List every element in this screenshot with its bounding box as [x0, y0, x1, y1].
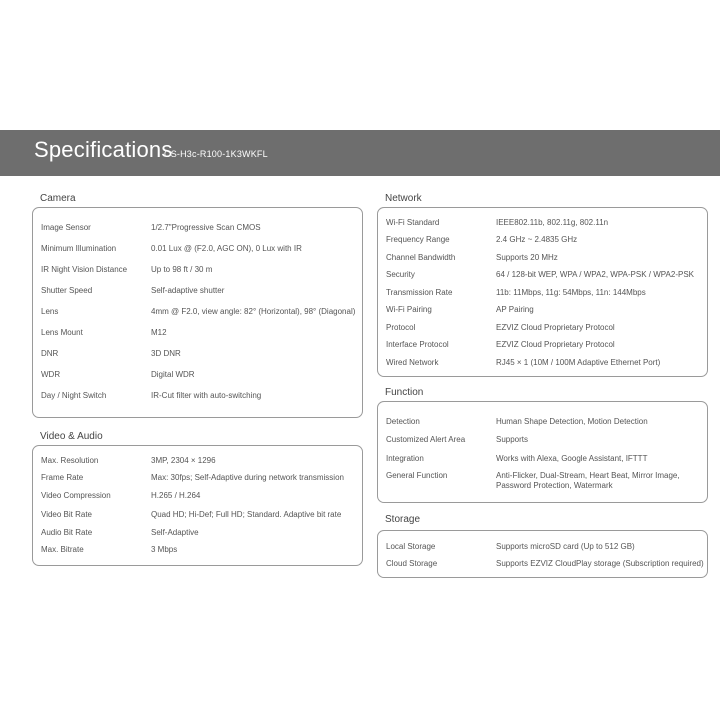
spec-value: Works with Alexa, Google Assistant, IFTTT	[496, 454, 648, 463]
spec-value: 11b: 11Mbps, 11g: 54Mbps, 11n: 144Mbps	[496, 288, 646, 297]
spec-label: Video Bit Rate	[41, 510, 92, 519]
video-audio-section-title: Video & Audio	[40, 431, 103, 442]
spec-value: 3 Mbps	[151, 545, 178, 554]
spec-value: 4mm @ F2.0, view angle: 82° (Horizontal), 98° (Diagonal)	[151, 307, 356, 316]
spec-label: Shutter Speed	[41, 286, 93, 295]
camera-section-title: Camera	[40, 193, 76, 204]
spec-value: IEEE802.11b, 802.11g, 802.11n	[496, 218, 609, 227]
spec-label: Lens	[41, 307, 59, 316]
spec-label: Max. Resolution	[41, 456, 99, 465]
spec-value: Digital WDR	[151, 370, 195, 379]
spec-label: Integration	[386, 454, 424, 463]
spec-label: Image Sensor	[41, 223, 91, 232]
spec-label: Cloud Storage	[386, 559, 438, 568]
spec-value: Human Shape Detection, Motion Detection	[496, 417, 648, 426]
spec-label: Max. Bitrate	[41, 545, 84, 554]
spec-label: Frequency Range	[386, 235, 450, 244]
storage-section-title: Storage	[385, 514, 421, 525]
spec-label: Wired Network	[386, 358, 439, 367]
spec-label: Customized Alert Area	[386, 435, 466, 444]
spec-label: Protocol	[386, 323, 416, 332]
spec-label: Wi-Fi Pairing	[386, 305, 432, 314]
spec-label: Interface Protocol	[386, 340, 449, 349]
spec-value: RJ45 × 1 (10M / 100M Adaptive Ethernet Port)	[496, 358, 661, 367]
spec-label: Lens Mount	[41, 328, 83, 337]
spec-label: Local Storage	[386, 542, 436, 551]
spec-value: Up to 98 ft / 30 m	[151, 265, 213, 274]
model-number: CS-H3c-R100-1K3WKFL	[164, 149, 268, 159]
spec-value: 3D DNR	[151, 349, 181, 358]
spec-label: Channel Bandwidth	[386, 253, 456, 262]
spec-value: Max: 30fps; Self-Adaptive during network transmission	[151, 473, 344, 482]
network-spec-box	[377, 207, 708, 377]
spec-label: DNR	[41, 349, 59, 358]
spec-label: WDR	[41, 370, 61, 379]
spec-label: Detection	[386, 417, 420, 426]
function-spec-box	[377, 401, 708, 503]
spec-value: Quad HD; Hi-Def; Full HD; Standard. Adaptive bit rate	[151, 510, 342, 519]
spec-label: General Function	[386, 471, 448, 480]
spec-value: H.265 / H.264	[151, 491, 201, 500]
spec-value: IR-Cut filter with auto-switching	[151, 391, 262, 400]
function-section-title: Function	[385, 387, 424, 398]
spec-value: Self-adaptive shutter	[151, 286, 225, 295]
spec-value: Supports 20 MHz	[496, 253, 558, 262]
spec-label: Minimum Illumination	[41, 244, 117, 253]
page-title: Specifications	[34, 137, 173, 162]
spec-value: EZVIZ Cloud Proprietary Protocol	[496, 340, 615, 349]
spec-value: Self-Adaptive	[151, 528, 199, 537]
spec-value: AP Pairing	[496, 305, 534, 314]
spec-label: Security	[386, 270, 415, 279]
spec-value: M12	[151, 328, 167, 337]
header-banner	[0, 130, 720, 176]
spec-label: Transmission Rate	[386, 288, 453, 297]
camera-spec-box	[32, 207, 363, 418]
spec-value: Supports EZVIZ CloudPlay storage (Subscription required)	[496, 559, 704, 568]
spec-value: Anti-Flicker, Dual-Stream, Heart Beat, Mirror Image,	[496, 471, 680, 480]
spec-value: EZVIZ Cloud Proprietary Protocol	[496, 323, 615, 332]
spec-label: Video Compression	[41, 491, 111, 500]
spec-label: Audio Bit Rate	[41, 528, 93, 537]
spec-value: 1/2.7"Progressive Scan CMOS	[151, 223, 261, 232]
storage-spec-box	[377, 530, 708, 578]
spec-label: Day / Night Switch	[41, 391, 107, 400]
spec-label: Frame Rate	[41, 473, 84, 482]
spec-label: Wi-Fi Standard	[386, 218, 440, 227]
spec-label: IR Night Vision Distance	[41, 265, 128, 274]
spec-value-line2: Password Protection, Watermark	[496, 481, 613, 490]
spec-value: Supports microSD card (Up to 512 GB)	[496, 542, 635, 551]
video-audio-spec-box	[32, 445, 363, 566]
spec-value: Supports	[496, 435, 529, 444]
network-section-title: Network	[385, 193, 422, 204]
spec-value: 64 / 128-bit WEP, WPA / WPA2, WPA-PSK / WPA2-PSK	[496, 270, 694, 279]
spec-value: 3MP, 2304 × 1296	[151, 456, 216, 465]
spec-value: 2.4 GHz ~ 2.4835 GHz	[496, 235, 578, 244]
spec-value: 0.01 Lux @ (F2.0, AGC ON), 0 Lux with IR	[151, 244, 302, 253]
